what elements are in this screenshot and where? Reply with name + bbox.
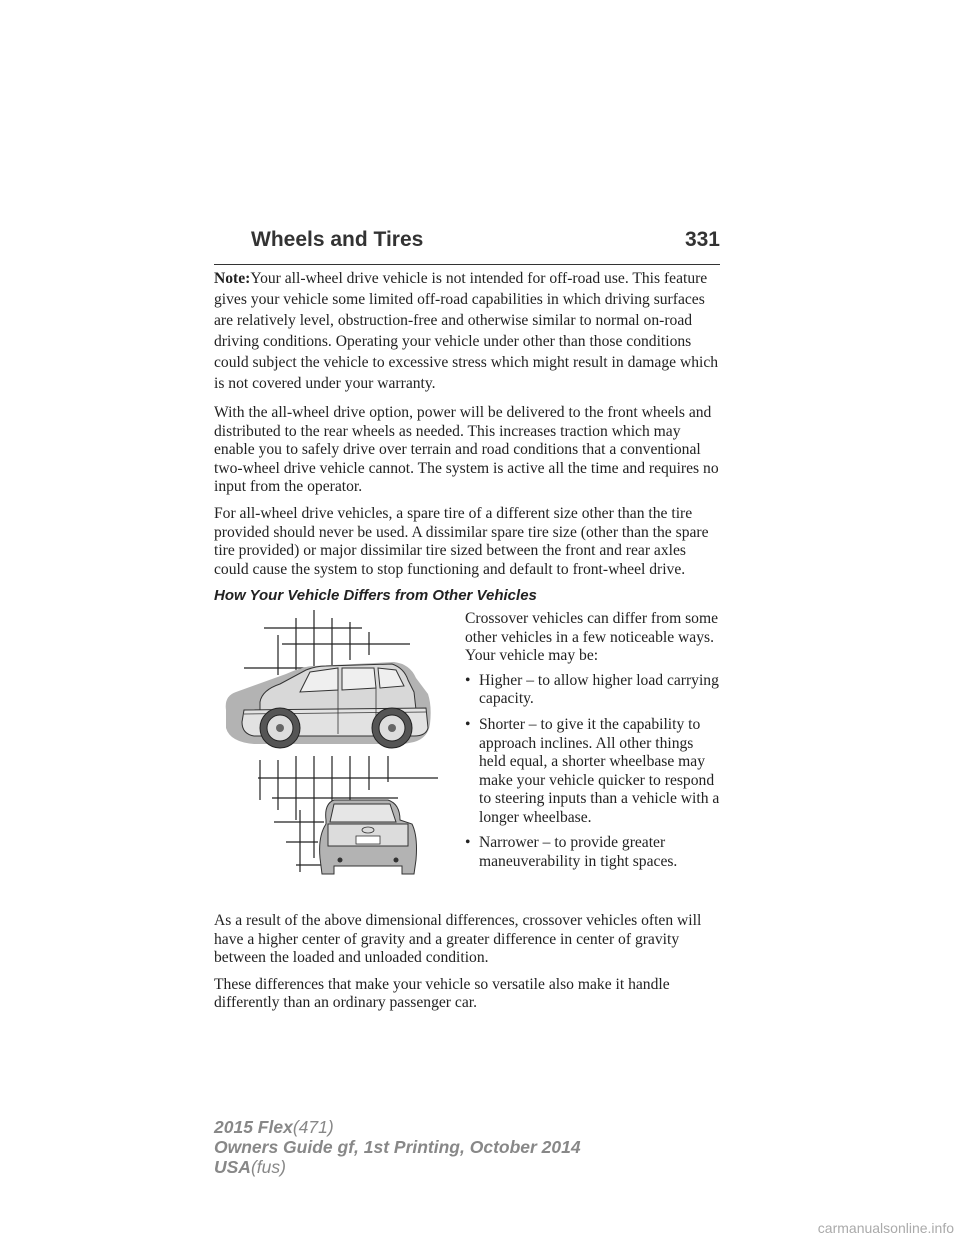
page-header (214, 228, 720, 265)
footer-market-code: (fus) (250, 1157, 286, 1177)
note-paragraph (214, 268, 722, 394)
crossover-vehicle-image (214, 610, 454, 890)
closing-paragraph: As a result of the above dimensional differences, crossover vehicles often will have a higher center of gravity and a greater difference in center of gravity between the loaded and unloaded condition. (214, 911, 702, 967)
page-body (214, 268, 722, 1021)
section-title: Wheels and Tires (251, 228, 424, 251)
note-label: Note: (214, 270, 251, 287)
crossover-text (465, 610, 723, 879)
list-item: • Shorter – to give it the capability to approach inclines. All other things held equal, a shorter wheelbase may make your vehicle quicker to respond to steering inputs than a vehicle with a longer wheelbase. (465, 716, 723, 828)
crossover-section (214, 610, 722, 900)
awd-paragraph: With the all-wheel drive option, power will be delivered to the front wheels and distributed to the rear wheels as needed. This increases traction which may enable you to safely drive over terrain and road conditions that a conventional two-wheel drive vehicle cannot. The system is active all the time and requires no input from the operator. (214, 404, 719, 496)
footer-model: 2015 Flex (214, 1117, 293, 1137)
footer-line (214, 1117, 581, 1137)
footer-code: (471) (292, 1117, 334, 1137)
difference-list (465, 672, 723, 872)
watermark: carmanualsonline.info (817, 1220, 954, 1236)
closing-paragraph: These differences that make your vehicle so versatile also make it handle differently than an ordinary passenger car. (214, 975, 670, 1012)
list-item: • Narrower – to provide greater maneuverability in tight spaces. (465, 834, 723, 871)
note-text: Your all-wheel drive vehicle is not intended for off-road use. This feature gives your vehicle some limited off-road capabilities in which driving surfaces are relatively level, obstruction-free and otherwise similar to normal on-road driving conditions. Operating your vehicle under other than those conditions could subject the vehicle to excessive stress which might result in damage which is not covered under your warranty. (214, 270, 719, 392)
footer-line (214, 1157, 581, 1177)
page-number: 331 (684, 228, 720, 251)
list-item: • Higher – to allow higher load carrying capacity. (465, 672, 723, 709)
spare-tire-paragraph: For all-wheel drive vehicles, a spare tire of a different size other than the tire provided should never be used. A dissimilar spare tire size (other than the spare tire provided) or major dissimilar tire sized between the front and rear axles could cause the system to stop functioning and default to front-wheel drive. (214, 504, 709, 578)
subheading: How Your Vehicle Differs from Other Vehicles (214, 587, 537, 605)
document-footer (214, 1117, 581, 1177)
footer-line: Owners Guide gf, 1st Printing, October 2014 (214, 1137, 581, 1157)
crossover-illustration (214, 610, 454, 890)
footer-market: USA (214, 1157, 251, 1177)
crossover-intro: Crossover vehicles can differ from some other vehicles in a few noticeable ways. Your vehicle may be: (465, 609, 719, 665)
